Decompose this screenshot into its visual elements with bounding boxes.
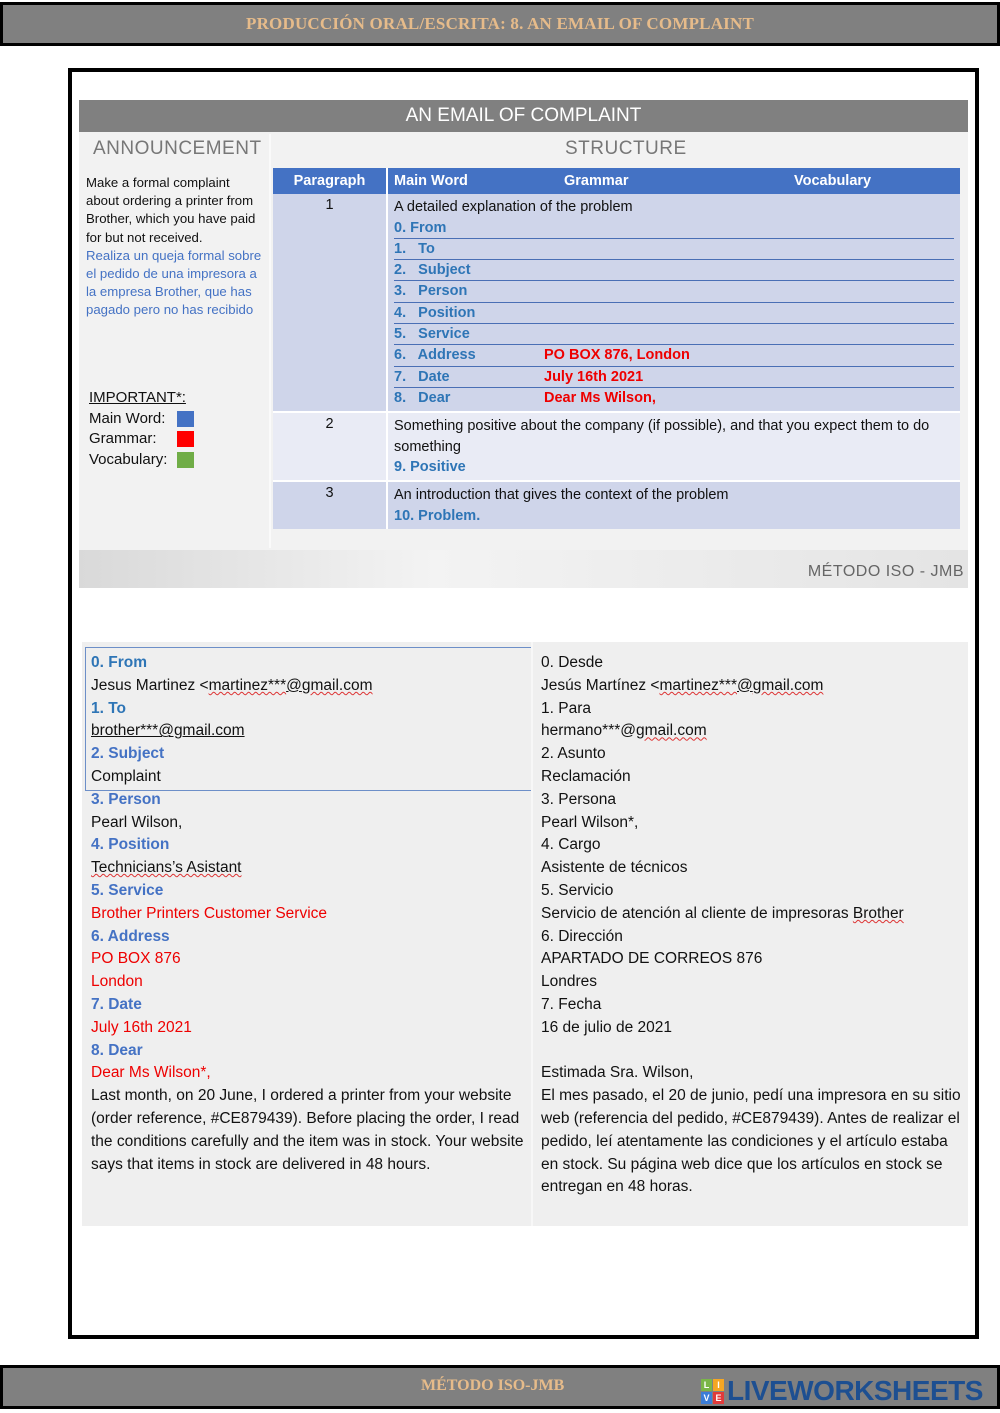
item-position: 4. Position (394, 303, 954, 324)
header-grammar: Grammar (564, 173, 629, 189)
structure-slide (79, 100, 968, 588)
legend-title: IMPORTANT*: (89, 389, 186, 406)
item-subject: 2. Subject (394, 260, 954, 281)
top-banner (0, 2, 1000, 46)
slide-title: AN EMAIL OF COMPLAINT (79, 100, 968, 132)
position-value: Technicians’s Asistant (91, 859, 242, 877)
item-service: 5. Service (394, 324, 954, 345)
email-spanish: 0. Desde Jesús Martínez <martinez***@gmail.com 1. Para hermano***@gmail.com 2. Asunto Reclamación 3. Persona Pearl Wilson*, 4. Cargo Asistente de técnicos 5. Servicio Servicio de atención al cliente de impresoras Brother 6. Dirección APARTADO DE CORREOS 876 Londres 7. Fecha 16 de julio de 2021 Estimada Sra. Wilson, El mes pasado, el 20 de junio, pedí una impresora en su sitio web (referencia del pedido, #CE879439). Antes de realizar el pedido, leí atentamente las condiciones y el artículo estaba en stock. Su página web dice que los artículos en stock se entregan en 48 horas. (541, 654, 961, 1196)
green-swatch (177, 452, 194, 468)
email-comparison (82, 642, 968, 1226)
greeting-value: Dear Ms Wilson*, (91, 1064, 211, 1082)
item-person: 3. Person (394, 281, 954, 302)
bottom-banner (0, 1365, 1000, 1409)
table-row: 3 An introduction that gives the context of the problem 10. Problem. (273, 481, 960, 529)
announcement-spanish: Realiza un queja formal sobre el pedido de una impresora a la empresa Brother, que has pagado pero no has recibido (86, 247, 262, 318)
column-separator (531, 642, 533, 1226)
body-paragraph: Last month, on 20 June, I ordered a printer from your website (order reference, #CE879439). Before placing the order, I read the conditions carefully and the item was in stock. Your website says that items in stock are delivered in 48 hours. (91, 1087, 524, 1173)
item-address: 6. Address PO BOX 876, London (394, 345, 954, 366)
slide-footer-text: MÉTODO ISO - JMB (807, 563, 964, 580)
item-from: 0. From (394, 218, 954, 239)
color-legend (89, 388, 194, 470)
structure-table (273, 168, 960, 529)
legend-vocabulary: Vocabulary: (89, 450, 194, 471)
item-to: 1. To (394, 239, 954, 260)
to-value: brother***@gmail.com (91, 722, 245, 740)
item-date: 7. Date July 16th 2021 (394, 367, 954, 388)
announcement-text (86, 174, 266, 320)
worksheet-title: PRODUCCIÓN ORAL/ESCRITA: 8. AN EMAIL OF COMPLAINT (245, 14, 755, 33)
legend-grammar: Grammar: (89, 429, 194, 450)
subject-value: Complaint (91, 767, 161, 785)
slide-footer (79, 550, 968, 588)
from-value: Jesus Martinez <martinez***@gmail.com (91, 676, 373, 694)
table-row: 2 Something positive about the company (if possible), and that you expect them to do something 9. Positive (273, 412, 960, 481)
announcement-heading: ANNOUNCEMENT (93, 138, 262, 159)
red-swatch (177, 431, 194, 447)
structure-heading: STRUCTURE (565, 138, 687, 159)
liveworksheets-logo[interactable]: L I V E LIVEWORKSHEETS (701, 1375, 983, 1407)
method-label: MÉTODO ISO-JMB (421, 1377, 565, 1394)
item-problem: 10. Problem. (394, 507, 481, 524)
legend-main-word: Main Word: (89, 409, 194, 430)
item-positive: 9. Positive (394, 459, 466, 476)
column-divider (269, 134, 271, 548)
service-value: Brother Printers Customer Service (91, 904, 328, 922)
date-value: July 16th 2021 (91, 1018, 192, 1036)
table-row: 1 A detailed explanation of the problem 0. From 1. To 2. Subject 3. Person 4. Position 5. Service 6. Address PO BOX 876, London 7. Date July 16th 2021 8. Dear Dear Ms Wilson, (273, 194, 960, 412)
table-header-row (273, 168, 960, 194)
logo-cubes-icon: L I V E (701, 1379, 724, 1404)
header-vocabulary: Vocabulary (794, 173, 872, 189)
item-dear: 8. Dear Dear Ms Wilson, (394, 389, 656, 406)
header-main-word: Main Word Grammar Vocabulary (387, 168, 960, 194)
person-value: Pearl Wilson, (91, 813, 183, 831)
email-english: 0. From Jesus Martinez <martinez***@gmail.com 1. To brother***@gmail.com 2. Subject Complaint 3. Person Pearl Wilson, 4. Position Technicians’s Asistant 5. Service Brother Printers Customer Service 6. Address PO BOX 876 London 7. Date July 16th 2021 8. Dear Dear Ms Wilson*, Last month, on 20 June, I ordered a printer from your website (order reference, #CE879439). Before placing the order, I read the conditions carefully and the item was in stock. Your website says that items in stock are delivered in 48 hours. (91, 652, 526, 1176)
blue-swatch (177, 411, 194, 427)
announcement-english: Make a formal complaint about ordering a printer from Brother, which you have paid for but not received. (86, 175, 256, 245)
header-paragraph: Paragraph (273, 168, 387, 194)
